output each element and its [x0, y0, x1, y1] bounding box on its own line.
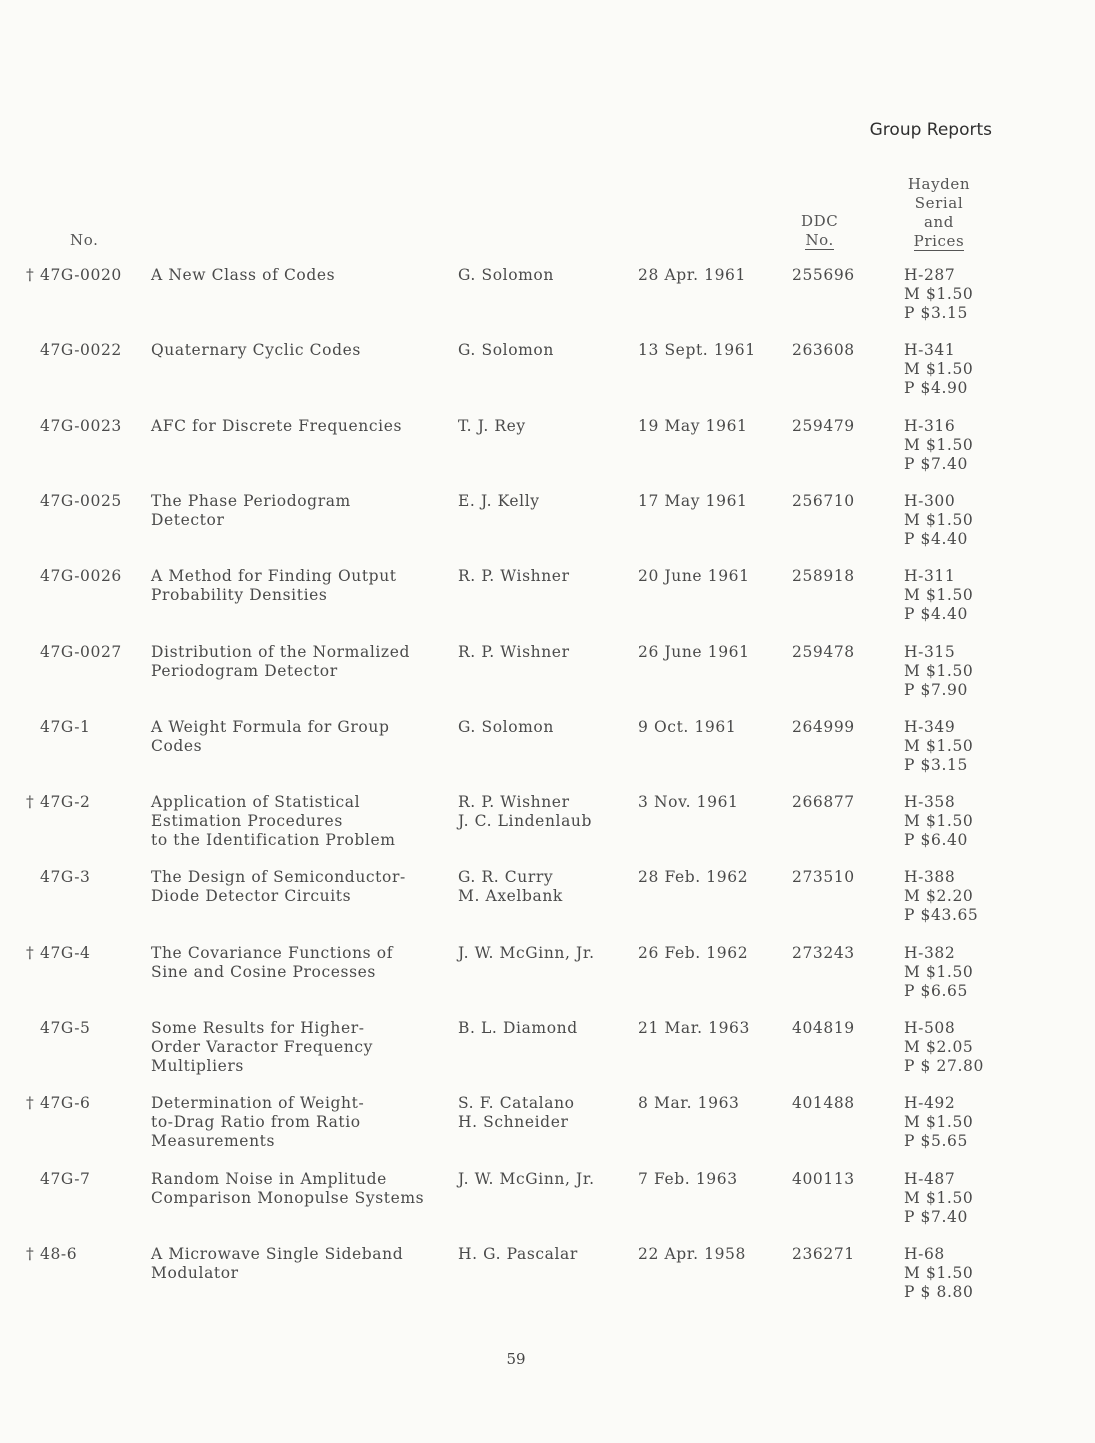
report-title-line: Estimation Procedures	[151, 812, 343, 830]
hayden-serial-prices	[904, 1094, 973, 1151]
hayden-serial-prices	[904, 643, 973, 700]
price-line: P $43.65	[904, 906, 979, 924]
report-date: 20 June 1961	[638, 567, 750, 585]
report-title-line: A Microwave Single Sideband	[151, 1245, 404, 1263]
price-line: P $7.40	[904, 455, 968, 473]
report-authors	[458, 643, 570, 662]
price-line: P $3.15	[904, 756, 968, 774]
report-authors	[458, 567, 570, 586]
report-author-line: G. Solomon	[458, 266, 554, 284]
report-title-line: Distribution of the Normalized	[151, 643, 410, 661]
report-date: 28 Feb. 1962	[638, 868, 749, 886]
report-number: 47G-0022	[40, 341, 122, 359]
report-authors	[458, 1170, 595, 1189]
report-author-line: G. Solomon	[458, 718, 554, 736]
report-author-line: S. F. Catalano	[458, 1094, 575, 1112]
page-header-title: Group Reports	[869, 120, 992, 140]
report-number: 47G-0027	[40, 643, 122, 661]
column-header-no: No.	[70, 231, 99, 249]
report-number: 47G-3	[40, 868, 91, 886]
price-line: P $ 8.80	[904, 1283, 974, 1301]
price-line: P $4.40	[904, 530, 968, 548]
report-authors	[458, 341, 554, 360]
price-line: P $4.40	[904, 605, 968, 623]
report-date: 21 Mar. 1963	[638, 1019, 750, 1037]
report-authors	[458, 1245, 578, 1264]
report-title	[151, 718, 389, 756]
report-title-line: Multipliers	[151, 1057, 244, 1075]
report-date: 13 Sept. 1961	[638, 341, 756, 359]
dagger-mark: †	[26, 266, 35, 284]
price-line: M $1.50	[904, 436, 974, 454]
hayden-serial-prices	[904, 1245, 973, 1302]
report-author-line: H. Schneider	[458, 1113, 569, 1131]
ddc-number: 400113	[792, 1170, 855, 1188]
price-line: M $1.50	[904, 1264, 974, 1282]
report-date: 7 Feb. 1963	[638, 1170, 738, 1188]
report-title	[151, 643, 410, 681]
column-header-hayden-line: Prices	[913, 232, 965, 250]
report-authors	[458, 944, 595, 963]
price-line: H-508	[904, 1019, 956, 1037]
report-title-line: A New Class of Codes	[151, 266, 336, 284]
column-header-ddc	[801, 212, 838, 250]
report-date: 17 May 1961	[638, 492, 748, 510]
hayden-serial-prices	[904, 1019, 984, 1076]
dagger-mark: †	[26, 793, 35, 811]
report-author-line: R. P. Wishner	[458, 567, 570, 585]
price-line: M $2.20	[904, 887, 974, 905]
price-line: P $5.65	[904, 1132, 968, 1150]
price-line: H-316	[904, 417, 956, 435]
report-title-line: Quaternary Cyclic Codes	[151, 341, 361, 359]
hayden-serial-prices	[904, 868, 978, 925]
report-date: 3 Nov. 1961	[638, 793, 739, 811]
price-line: H-68	[904, 1245, 945, 1263]
report-author-line: J. W. McGinn, Jr.	[458, 1170, 595, 1188]
report-date: 28 Apr. 1961	[638, 266, 746, 284]
column-header-ddc-line: No.	[805, 231, 834, 249]
report-authors	[458, 793, 592, 831]
ddc-number: 255696	[792, 266, 855, 284]
ddc-number: 259479	[792, 417, 855, 435]
hayden-serial-prices	[904, 266, 973, 323]
report-author-line: M. Axelbank	[458, 887, 563, 905]
price-line: P $4.90	[904, 379, 968, 397]
report-number: 47G-6	[40, 1094, 91, 1112]
price-line: M $1.50	[904, 586, 974, 604]
report-title-line: Probability Densities	[151, 586, 328, 604]
report-title	[151, 1170, 424, 1208]
report-number: 47G-0020	[40, 266, 122, 284]
report-title-line: Periodogram Detector	[151, 662, 338, 680]
report-number: 48-6	[40, 1245, 78, 1263]
report-title-line: The Covariance Functions of	[151, 944, 394, 962]
report-title-line: AFC for Discrete Frequencies	[151, 417, 403, 435]
hayden-serial-prices	[904, 944, 973, 1001]
report-title	[151, 417, 402, 436]
report-author-line: J. W. McGinn, Jr.	[458, 944, 595, 962]
ddc-number: 273243	[792, 944, 855, 962]
report-author-line: R. P. Wishner	[458, 793, 570, 811]
price-line: H-311	[904, 567, 956, 585]
report-title	[151, 266, 335, 285]
report-author-line: E. J. Kelly	[458, 492, 540, 510]
report-title-line: Modulator	[151, 1264, 239, 1282]
ddc-number: 266877	[792, 793, 855, 811]
column-header-hayden-line: Hayden	[907, 175, 971, 193]
report-author-line: H. G. Pascalar	[458, 1245, 578, 1263]
report-number: 47G-0023	[40, 417, 122, 435]
price-line: H-315	[904, 643, 956, 661]
report-author-line: T. J. Rey	[458, 417, 526, 435]
report-authors	[458, 492, 540, 511]
price-line: M $1.50	[904, 963, 974, 981]
report-title-line: Random Noise in Amplitude	[151, 1170, 387, 1188]
report-author-line: B. L. Diamond	[458, 1019, 578, 1037]
report-title-line: Diode Detector Circuits	[151, 887, 352, 905]
ddc-number: 259478	[792, 643, 855, 661]
price-line: H-492	[904, 1094, 956, 1112]
price-line: P $6.40	[904, 831, 968, 849]
hayden-serial-prices	[904, 492, 973, 549]
report-number: 47G-7	[40, 1170, 91, 1188]
ddc-number: 258918	[792, 567, 855, 585]
column-header-hayden	[906, 175, 972, 251]
hayden-serial-prices	[904, 567, 973, 624]
report-title-line: Some Results for Higher-	[151, 1019, 365, 1037]
page-number: 59	[506, 1350, 526, 1368]
ddc-number: 264999	[792, 718, 855, 736]
report-number: 47G-2	[40, 793, 91, 811]
report-authors	[458, 1019, 578, 1038]
report-author-line: G. Solomon	[458, 341, 554, 359]
price-line: H-349	[904, 718, 956, 736]
report-title-line: to the Identification Problem	[151, 831, 396, 849]
report-date: 26 June 1961	[638, 643, 750, 661]
report-title-line: Application of Statistical	[151, 793, 361, 811]
report-title-line: A Method for Finding Output	[151, 567, 397, 585]
ddc-number: 256710	[792, 492, 855, 510]
ddc-number: 401488	[792, 1094, 855, 1112]
report-title	[151, 1245, 403, 1283]
report-title	[151, 1094, 364, 1151]
report-number: 47G-1	[40, 718, 91, 736]
report-title	[151, 868, 406, 906]
price-line: P $6.65	[904, 982, 968, 1000]
report-title-line: The Design of Semiconductor-	[151, 868, 406, 886]
price-line: P $ 27.80	[904, 1057, 984, 1075]
report-date: 9 Oct. 1961	[638, 718, 737, 736]
report-title	[151, 492, 351, 530]
hayden-serial-prices	[904, 341, 973, 398]
report-number: 47G-4	[40, 944, 91, 962]
report-number: 47G-0026	[40, 567, 122, 585]
column-header-hayden-line: Serial	[914, 194, 964, 212]
price-line: M $1.50	[904, 1113, 974, 1131]
hayden-serial-prices	[904, 417, 973, 474]
price-line: M $1.50	[904, 737, 974, 755]
report-title-line: Codes	[151, 737, 203, 755]
report-title	[151, 944, 393, 982]
report-author-line: G. R. Curry	[458, 868, 554, 886]
dagger-mark: †	[26, 1094, 35, 1112]
price-line: H-388	[904, 868, 956, 886]
report-number: 47G-0025	[40, 492, 122, 510]
price-line: M $1.50	[904, 662, 974, 680]
ddc-number: 236271	[792, 1245, 855, 1263]
report-author-line: R. P. Wishner	[458, 643, 570, 661]
price-line: P $7.40	[904, 1208, 968, 1226]
ddc-number: 273510	[792, 868, 855, 886]
report-title	[151, 793, 396, 850]
ddc-number: 263608	[792, 341, 855, 359]
price-line: P $7.90	[904, 681, 968, 699]
price-line: M $1.50	[904, 511, 974, 529]
column-header-ddc-line: DDC	[801, 212, 839, 230]
report-title	[151, 1019, 373, 1076]
price-line: H-287	[904, 266, 956, 284]
dagger-mark: †	[26, 944, 35, 962]
report-authors	[458, 266, 554, 285]
report-date: 22 Apr. 1958	[638, 1245, 746, 1263]
price-line: H-382	[904, 944, 956, 962]
price-line: H-358	[904, 793, 956, 811]
price-line: M $1.50	[904, 285, 974, 303]
report-date: 19 May 1961	[638, 417, 748, 435]
price-line: P $3.15	[904, 304, 968, 322]
report-title-line: Determination of Weight-	[151, 1094, 365, 1112]
hayden-serial-prices	[904, 793, 973, 850]
report-date: 8 Mar. 1963	[638, 1094, 740, 1112]
report-title-line: Order Varactor Frequency	[151, 1038, 374, 1056]
report-title	[151, 341, 361, 360]
hayden-serial-prices	[904, 718, 973, 775]
report-authors	[458, 1094, 575, 1132]
report-author-line: J. C. Lindenlaub	[458, 812, 593, 830]
report-title-line: The Phase Periodogram	[151, 492, 351, 510]
price-line: M $1.50	[904, 360, 974, 378]
column-header-hayden-line: and	[923, 213, 954, 231]
report-title-line: to-Drag Ratio from Ratio	[151, 1113, 361, 1131]
hayden-serial-prices	[904, 1170, 973, 1227]
price-line: M $2.05	[904, 1038, 974, 1056]
report-number: 47G-5	[40, 1019, 91, 1037]
price-line: M $1.50	[904, 812, 974, 830]
report-title-line: Detector	[151, 511, 225, 529]
report-authors	[458, 718, 554, 737]
report-title-line: Measurements	[151, 1132, 276, 1150]
price-line: H-341	[904, 341, 956, 359]
price-line: H-487	[904, 1170, 956, 1188]
report-title	[151, 567, 397, 605]
report-authors	[458, 417, 526, 436]
report-title-line: Comparison Monopulse Systems	[151, 1189, 425, 1207]
report-title-line: Sine and Cosine Processes	[151, 963, 376, 981]
report-authors	[458, 868, 563, 906]
dagger-mark: †	[26, 1245, 35, 1263]
price-line: M $1.50	[904, 1189, 974, 1207]
price-line: H-300	[904, 492, 956, 510]
ddc-number: 404819	[792, 1019, 855, 1037]
report-title-line: A Weight Formula for Group	[151, 718, 390, 736]
report-date: 26 Feb. 1962	[638, 944, 749, 962]
